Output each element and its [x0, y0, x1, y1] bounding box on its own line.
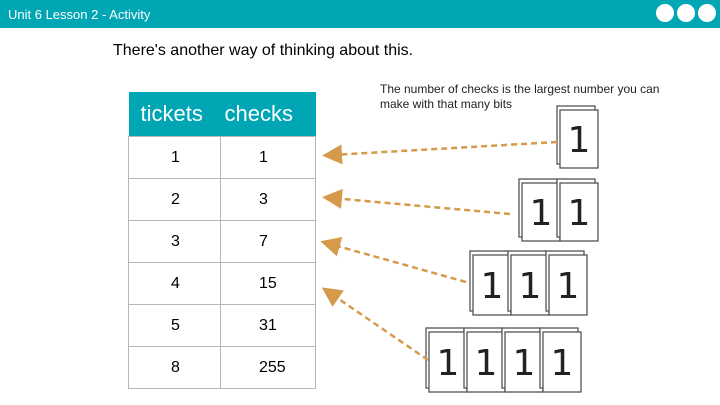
- card-digit: 1: [567, 193, 591, 234]
- tickets-cell: 3: [129, 221, 221, 263]
- card-digit: 1: [529, 193, 553, 234]
- pointer-arrow: [332, 142, 557, 155]
- card-group: [557, 106, 598, 168]
- checks-cell: 1: [221, 137, 316, 179]
- checks-cell: 7: [221, 221, 316, 263]
- tickets-cell: 5: [129, 305, 221, 347]
- slide-headline: There's another way of thinking about this.: [113, 42, 414, 59]
- card-digit: 1: [436, 343, 460, 384]
- card-group: [470, 251, 587, 315]
- tickets-cell: 4: [129, 263, 221, 305]
- pointer-arrow: [330, 244, 466, 282]
- tickets-cell: 2: [129, 179, 221, 221]
- card-digit: 1: [474, 343, 498, 384]
- pointer-arrow: [330, 293, 428, 360]
- pointer-arrow: [332, 198, 510, 214]
- tickets-cell: 8: [129, 347, 221, 389]
- checks-cell: 3: [221, 179, 316, 221]
- checks-cell: 31: [221, 305, 316, 347]
- explanation-note: The number of checks is the largest number you can make with that many bits: [380, 82, 660, 111]
- checks-cell: 255: [221, 347, 316, 389]
- card-digit: 1: [480, 266, 504, 307]
- lesson-title: Unit 6 Lesson 2 - Activity: [8, 7, 151, 22]
- card-digit: 1: [518, 266, 542, 307]
- checks-cell: 15: [221, 263, 316, 305]
- card-digit: 1: [550, 343, 574, 384]
- column-header-checks: checks: [221, 92, 316, 137]
- card-digit: 1: [567, 120, 591, 161]
- tickets-cell: 1: [129, 137, 221, 179]
- card-group: [519, 179, 598, 241]
- card-group: [426, 328, 581, 392]
- card-digit: 1: [556, 266, 580, 307]
- column-header-tickets: tickets: [129, 92, 221, 137]
- card-digit: 1: [512, 343, 536, 384]
